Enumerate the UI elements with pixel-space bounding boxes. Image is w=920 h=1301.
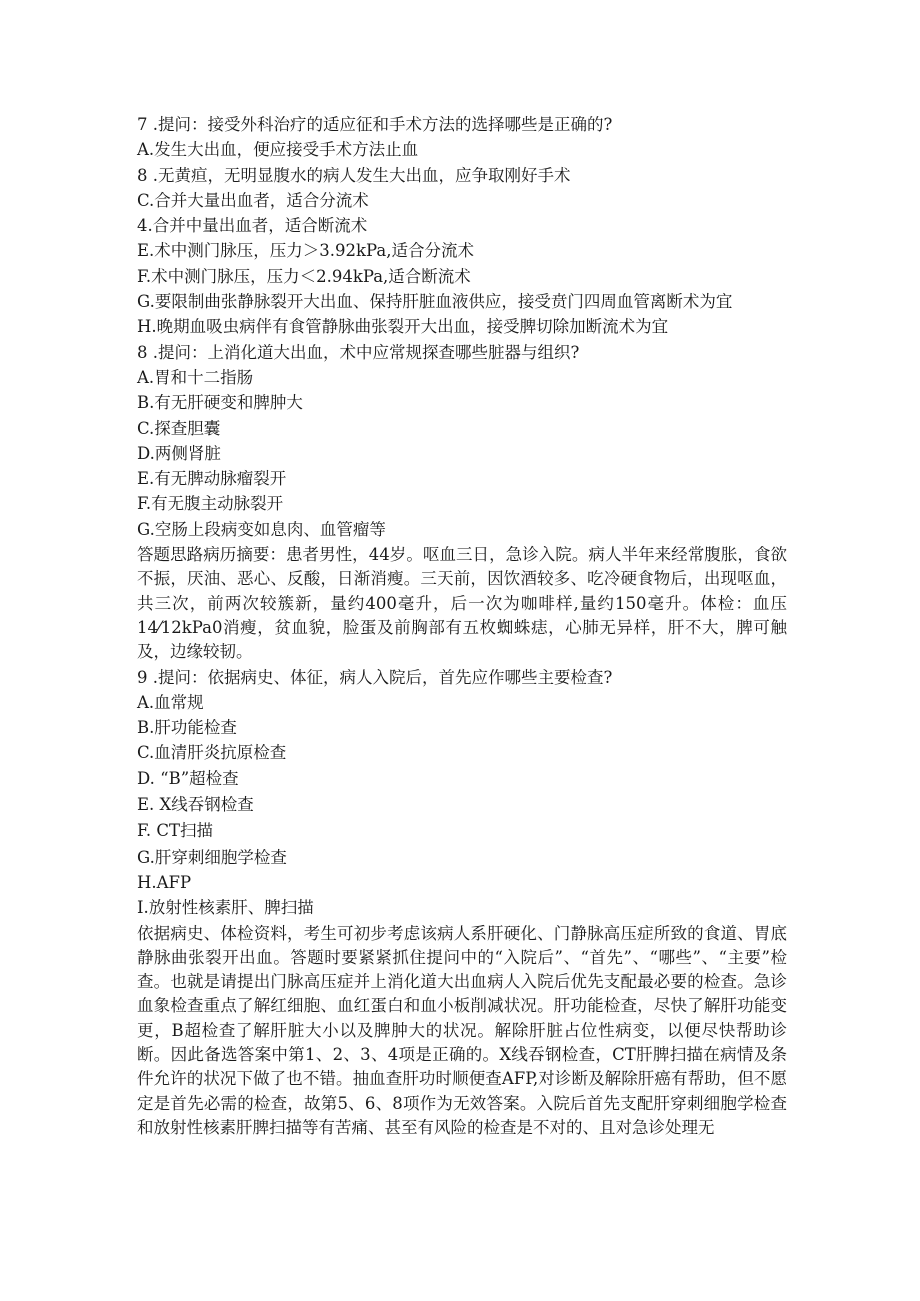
question-7-title: 7 .提问：接受外科治疗的适应征和手术方法的选择哪些是正确的?: [137, 115, 613, 134]
question-7-option-e: E.术中测门脉压，压力＞3.92kPa,适合分流术: [137, 241, 474, 261]
question-8-option-g: G.空肠上段病变如息肉、血管瘤等: [137, 519, 386, 539]
question-9-option-g: G.肝穿刺细胞学检查: [137, 847, 287, 867]
question-9-option-b: B.肝功能检查: [137, 718, 237, 738]
question-9-option-d: D. “B”超检查: [137, 768, 239, 788]
question-9-option-a: A.血常规: [137, 692, 204, 712]
question-9-option-h: H.AFP: [137, 872, 192, 892]
question-9-option-e: E. X线吞钢检查: [137, 795, 254, 815]
question-8-option-b: B.有无肝硬变和脾肿大: [137, 393, 303, 413]
question-7-option-c: C.合并大量出血者，适合分流术: [137, 190, 369, 210]
question-7-option-d: 4.合并中量出血者，适合断流术: [137, 216, 368, 236]
analysis-paragraph: 依据病史、体检资料，考生可初步考虑该病人系肝硬化、门静脉高压症所致的食道、胃底静脉曲张裂开出血。答题时要紧紧抓住提问中的“入院后”、“首先”、“哪些”、“主要”检查。也就是请提出门脉高压症并上消化道大出血病人入院后优先支配最必要的检查。急诊血象检查重点了解红细胞、血红蛋白和血小板削减状况。肝功能检查，尽快了解肝功能变更，B超检查了解肝脏大小以及脾肿大的状况。解除肝脏占位性病变，以便尽快帮助诊断。因此备选答案中第1、2、3、4项是正确的。X线吞钢检查，CT肝脾扫描在病情及条件允许的状况下做了也不错。抽血查肝功时顺便查AFP,对诊断及解除肝癌有帮助，但不愿定是首先必需的检查，故第5、6、8项作为无效答案。入院后首先支配肝穿刺细胞学检查和放射性核素肝脾扫描等有苦痛、甚至有风险的检查是不对的、且对急诊处理无: [137, 923, 787, 1137]
question-8-option-a: A.胃和十二指肠: [137, 367, 254, 387]
question-9-option-f: F. CT扫描: [137, 821, 213, 841]
question-8-option-c: C.探查胆囊: [137, 418, 221, 438]
case-summary-paragraph: 答题思路病历摘要：患者男性，44岁。呕血三日，急诊入院。病人半年来经常腹胀，食欲不振，厌油、恶心、反酸，日渐消瘦。三天前，因饮酒较多、吃冷硬食物后，出现呕血，共三次，前两次较簇新，量约400毫升，后一次为咖啡样,量约150毫升。体检：血压14⁄12kPa0消瘦，贫血貌，脸蛋及前胸部有五枚蜘蛛痣，心肺无异样，肝不大，脾可触及，边缘较韧。: [137, 545, 787, 662]
question-8-title: 8 .提问：上消化道大出血，术中应常规探查哪些脏器与组织?: [137, 342, 580, 362]
question-9-option-i: I.放射性核素肝、脾扫描: [137, 898, 314, 918]
question-7-option-a: A.发生大出血，便应接受手术方法止血: [137, 140, 419, 160]
question-8-option-f: F.有无腹主动脉裂开: [137, 494, 284, 514]
question-8-option-e: E.有无脾动脉瘤裂开: [137, 469, 287, 489]
question-7-option-b: 8 .无黄疸，无明显腹水的病人发生大出血，应争取刚好手术: [137, 165, 571, 185]
question-7-option-f: F.术中测门脉压，压力＜2.94kPa,适合断流术: [137, 266, 471, 286]
question-8-option-d: D.两侧肾脏: [137, 443, 221, 463]
question-7-option-g: G.要限制曲张静脉裂开大出血、保持肝脏血液供应，接受贲门四周血管离断术为宜: [137, 292, 733, 312]
question-9-title: 9 .提问：依据病史、体征，病人入院后，首先应作哪些主要检查?: [137, 667, 613, 687]
question-9-option-c: C.血清肝炎抗原检查: [137, 743, 287, 763]
document-body: [137, 113, 787, 1140]
question-7-option-h: H.晚期血吸虫病伴有食管静脉曲张裂开大出血，接受脾切除加断流术为宜: [137, 317, 669, 337]
